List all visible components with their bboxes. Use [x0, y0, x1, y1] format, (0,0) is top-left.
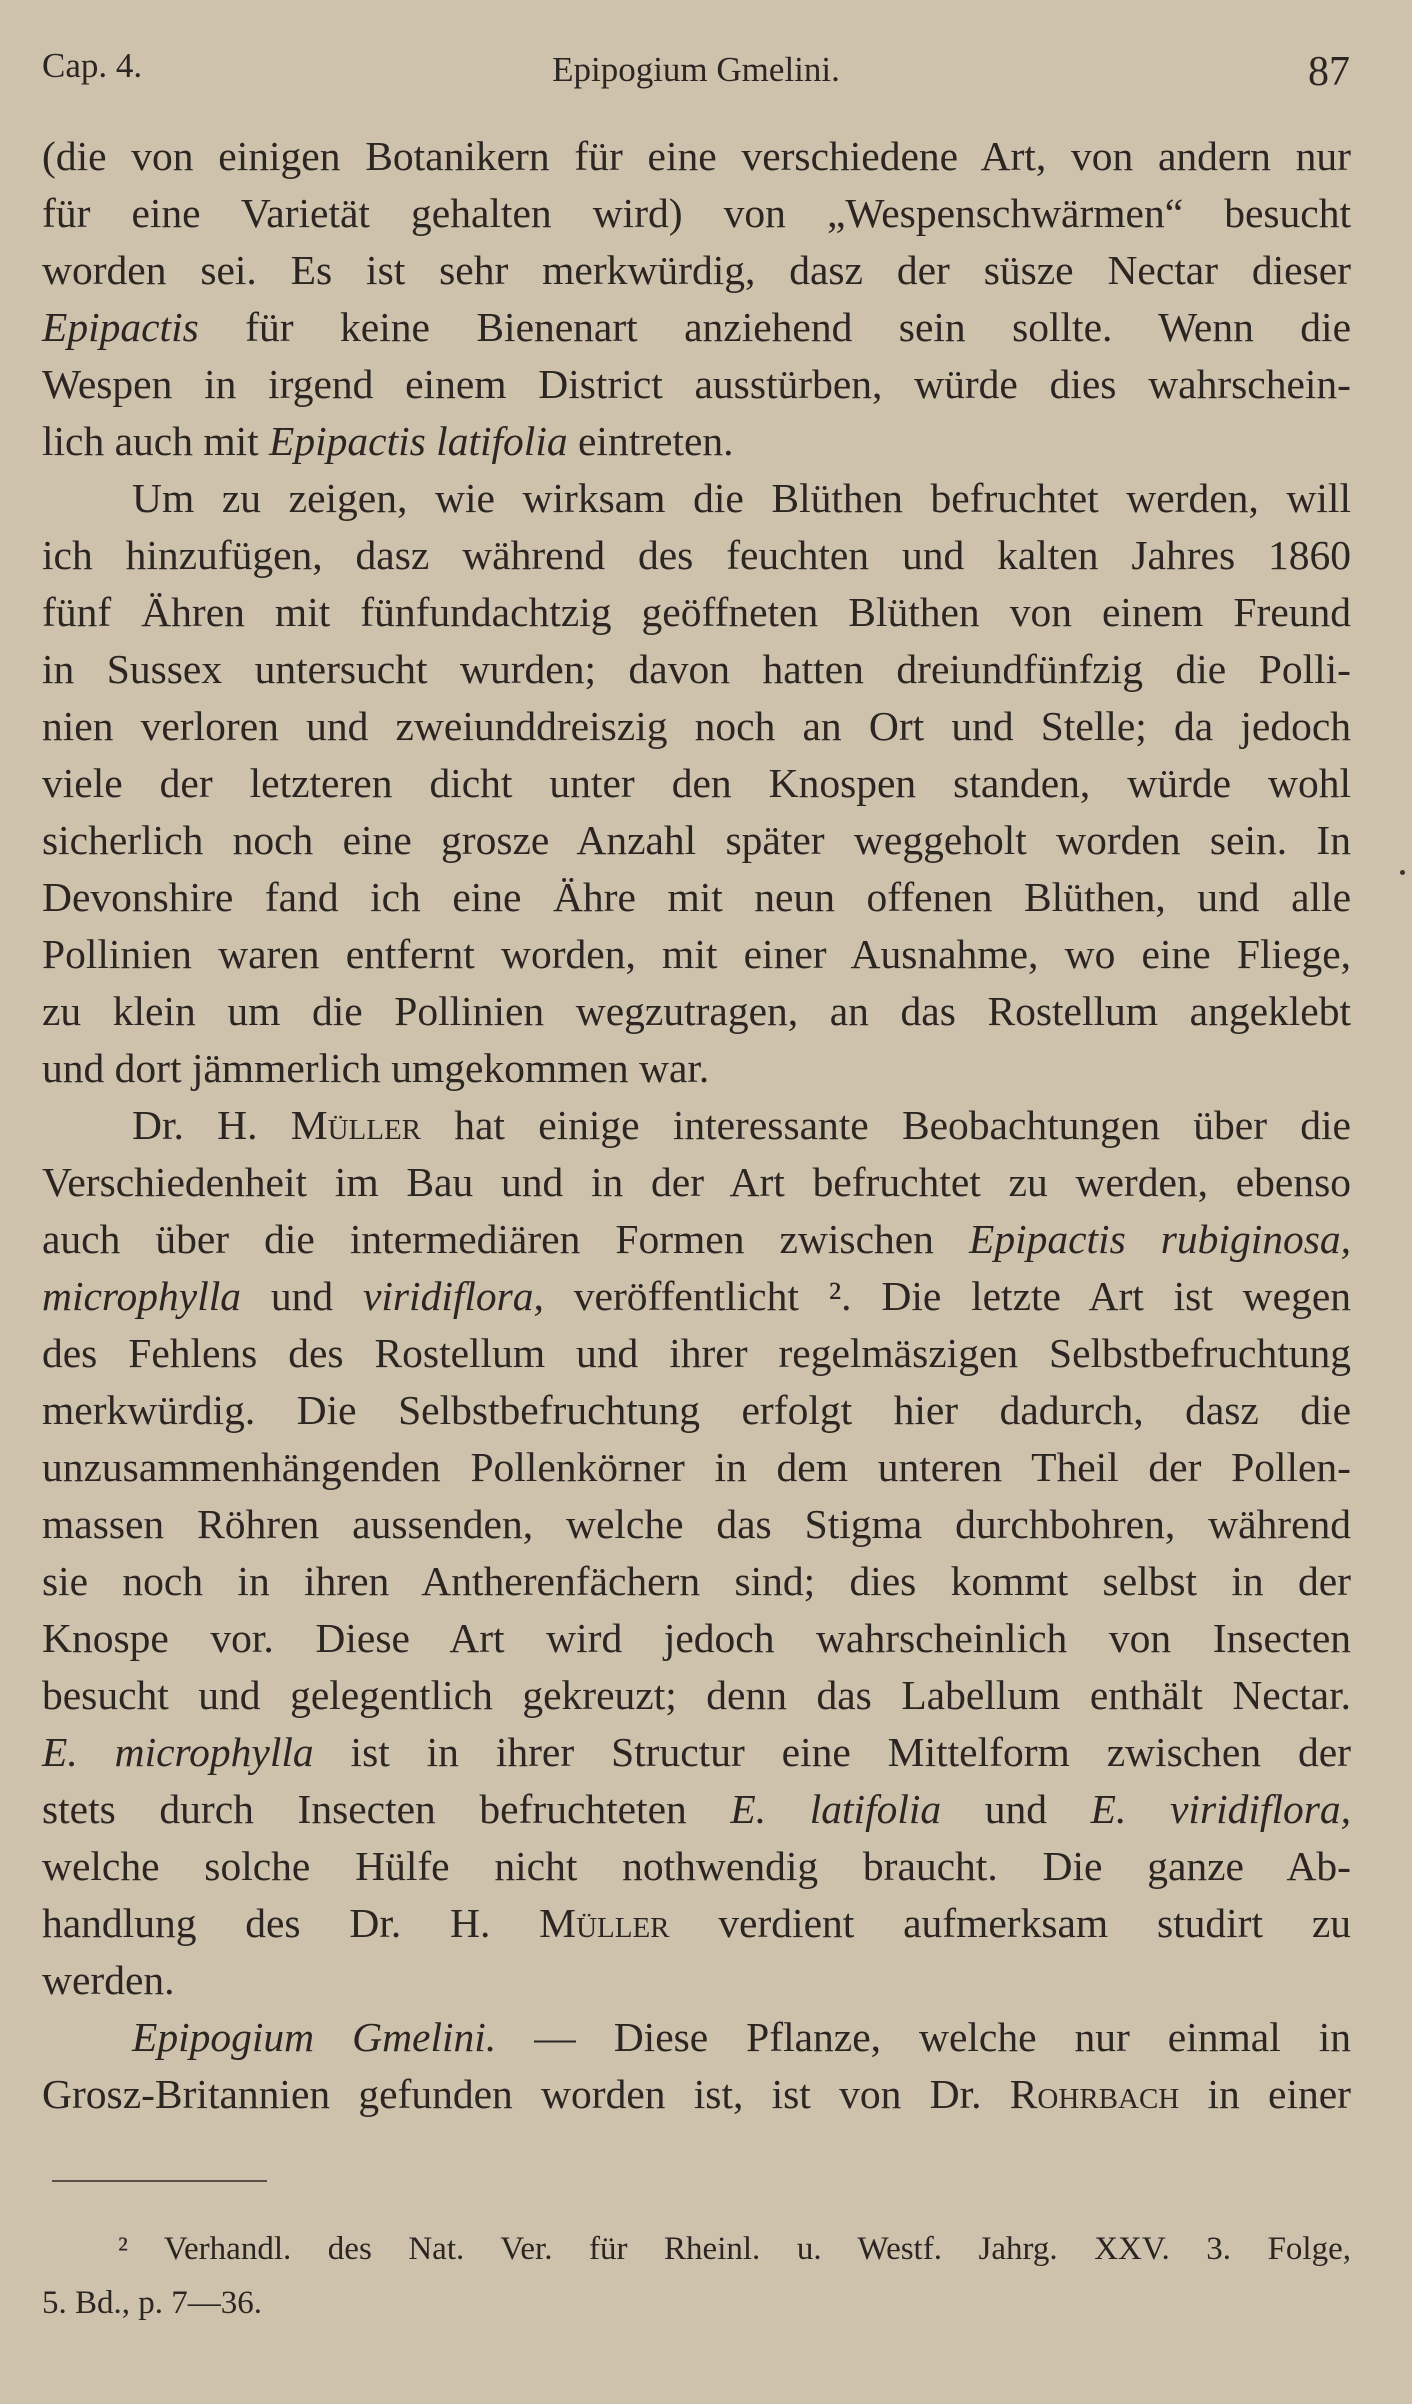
text-run: auch über die intermediären Formen zwischen [42, 1216, 969, 1262]
text-run: Um zu zeigen, wie wirksam die Blüthen befruchtet werden, will [132, 475, 1351, 521]
text-line [42, 812, 1351, 869]
text-line [42, 1895, 1351, 1952]
text-run: des Fehlens des Rostellum und ihrer regelmäszigen Selbstbefruchtung [42, 1330, 1351, 1376]
italic-text: E. viridiflora, [1090, 1786, 1351, 1832]
text-line [42, 1724, 1351, 1781]
text-line [42, 1952, 1351, 2009]
text-line [42, 1439, 1351, 1496]
text-run: werden. [42, 1957, 175, 2003]
text-run: Grosz-Britannien gefunden worden ist, ist von Dr. [42, 2071, 1010, 2117]
text-line [42, 356, 1351, 413]
text-line [42, 470, 1351, 527]
text-run: Devonshire fand ich eine Ähre mit neun offenen Blüthen, und alle [42, 874, 1351, 920]
text-line [42, 755, 1351, 812]
text-run: Knospe vor. Diese Art wird jedoch wahrscheinlich von Insecten [42, 1615, 1351, 1661]
text-run: (die von einigen Botanikern für eine verschiedene Art, von andern nur [42, 133, 1351, 179]
text-line [42, 527, 1351, 584]
text-line [42, 242, 1351, 299]
text-line [42, 2066, 1351, 2123]
text-run: eintreten. [567, 418, 734, 464]
small-caps-name: Rohrbach [1009, 2071, 1180, 2117]
text-run: merkwürdig. Die Selbstbefruchtung erfolgt hier dadurch, dasz die [42, 1387, 1351, 1433]
text-run: Wespen in irgend einem District ausstürben, würde dies wahrschein- [42, 361, 1351, 407]
text-line [42, 983, 1351, 1040]
italic-text: Epipogium Gmelini. [132, 2014, 497, 2060]
italic-text: E. latifolia [730, 1786, 942, 1832]
text-line [42, 1211, 1351, 1268]
text-run: ich hinzufügen, dasz während des feuchten und kalten Jahres 1860 [42, 532, 1351, 578]
text-run: stets durch Insecten befruchteten [42, 1786, 731, 1832]
text-run: Verschiedenheit im Bau und in der Art befruchtet zu werden, ebenso [42, 1159, 1351, 1205]
body-text [42, 128, 1351, 2123]
text-run: welche solche Hülfe nicht nothwendig braucht. Die ganze Ab- [42, 1843, 1351, 1889]
text-run: sicherlich noch eine grosze Anzahl später weggeholt worden sein. In [42, 817, 1351, 863]
text-line [42, 641, 1351, 698]
text-run: nien verloren und zweiunddreiszig noch an Ort und Stelle; da jedoch [42, 703, 1351, 749]
text-line [42, 1781, 1351, 1838]
small-caps-name: Müller [539, 1900, 670, 1946]
text-run: in einer [1179, 2071, 1351, 2117]
text-line [42, 1097, 1351, 1154]
text-line [42, 698, 1351, 755]
text-line [42, 1268, 1351, 1325]
text-line [42, 1325, 1351, 1382]
text-run: veröffentlicht ². Die letzte Art ist wegen [543, 1273, 1351, 1319]
text-run: besucht und gelegentlich gekreuzt; denn das Labellum enthält Nectar. [42, 1672, 1351, 1718]
text-run: lich auch mit [42, 418, 270, 464]
text-line [42, 299, 1351, 356]
italic-text: Epipactis rubiginosa, [968, 1216, 1352, 1262]
chapter-label: Cap. 4. [42, 46, 143, 85]
text-line [42, 1553, 1351, 1610]
text-line [42, 128, 1351, 185]
text-run: und [941, 1786, 1091, 1832]
footnote-line: ² Verhandl. des Nat. Ver. für Rheinl. u. Westf. Jahrg. XXV. 3. Folge, [118, 2231, 1351, 2267]
text-run: massen Röhren aussenden, welche das Stigma durchbohren, während [42, 1501, 1351, 1547]
text-line [42, 1382, 1351, 1439]
text-run: hat einige interessante Beobachtungen über die [421, 1102, 1351, 1148]
text-run: verdient aufmerksam studirt zu [669, 1900, 1351, 1946]
margin-speck [1400, 870, 1405, 875]
text-line [42, 584, 1351, 641]
italic-text: Epipactis [42, 304, 199, 350]
text-run: und dort jämmerlich umgekommen war. [42, 1045, 710, 1091]
text-run: worden sei. Es ist sehr merkwürdig, dasz der süsze Nectar dieser [42, 247, 1351, 293]
text-run: zu klein um die Pollinien wegzutragen, an das Rostellum angeklebt [42, 988, 1351, 1034]
text-line [42, 1496, 1351, 1553]
text-line [42, 926, 1351, 983]
text-run: viele der letzteren dicht unter den Knospen standen, würde wohl [42, 760, 1351, 806]
text-line [42, 869, 1351, 926]
italic-text: microphylla [42, 1273, 242, 1319]
text-line [42, 1040, 1351, 1097]
text-run: Dr. H. [132, 1102, 291, 1148]
text-run: in Sussex untersucht wurden; davon hatten dreiundfünfzig die Polli- [42, 646, 1351, 692]
footnote-line: 5. Bd., p. 7—36. [42, 2285, 263, 2321]
text-run: für eine Varietät gehalten wird) von „Wespenschwärmen“ besucht [42, 190, 1351, 236]
text-run: unzusammenhängenden Pollenkörner in dem unteren Theil der Pollen- [42, 1444, 1351, 1490]
text-line [42, 1610, 1351, 1667]
page-number: 87 [1308, 49, 1350, 95]
text-line [42, 1667, 1351, 1724]
text-line [42, 1838, 1351, 1895]
text-run: Pollinien waren entfernt worden, mit einer Ausnahme, wo eine Fliege, [42, 931, 1351, 977]
small-caps-name: Müller [290, 1102, 422, 1148]
text-run: für keine Bienenart anziehend sein sollte. Wenn die [198, 304, 1351, 350]
text-run: fünf Ähren mit fünfundachtzig geöffneten Blüthen von einem Freund [42, 589, 1351, 635]
italic-text: Epipactis latifolia [269, 418, 568, 464]
text-run: ist in ihrer Structur eine Mittelform zwischen der [313, 1729, 1351, 1775]
text-run: handlung des Dr. H. [42, 1900, 540, 1946]
text-line [42, 413, 1351, 470]
text-run: und [241, 1273, 363, 1319]
running-header [42, 40, 1350, 100]
italic-text: E. microphylla [42, 1729, 314, 1775]
text-run: — Diese Pflanze, welche nur einmal in [496, 2014, 1351, 2060]
footnote-rule [52, 2180, 267, 2182]
footnote [42, 2222, 1351, 2330]
text-run: sie noch in ihren Antherenfächern sind; dies kommt selbst in der [42, 1558, 1351, 1604]
text-line [42, 2009, 1351, 2066]
running-title: Epipogium Gmelini. [552, 50, 840, 89]
text-line [42, 1154, 1351, 1211]
italic-text: viridiflora, [362, 1273, 544, 1319]
text-line [42, 185, 1351, 242]
